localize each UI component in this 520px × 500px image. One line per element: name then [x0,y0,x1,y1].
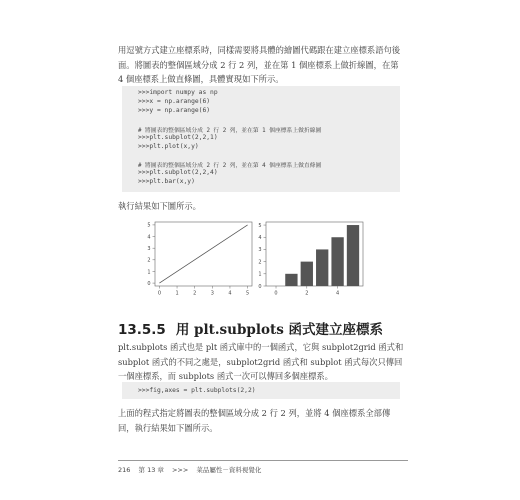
bar-mark [331,237,343,286]
code-line: >>>y = np.arange(6) [138,107,211,114]
section-heading [118,318,383,338]
bar-xtick-label: 4 [336,290,340,297]
page-number: 216 [118,466,131,474]
bar-mark [347,225,359,286]
bar-mark [316,249,328,286]
code-line: >>>fig,axes = plt.subplots(2,2) [138,387,256,394]
result-caption-1: 執行結果如下圖所示。 [118,201,201,211]
bar-axes-frame [266,222,363,286]
bar-ytick-label: 2 [258,259,262,266]
code-line: >>>plt.subplot(2,2,4) [138,169,218,176]
code-line: >>>import numpy as np [138,89,218,96]
bar-ytick-label: 4 [258,235,262,242]
bar-ytick-label: 3 [258,247,262,254]
bar-mark [285,274,297,286]
bar-xtick-label: 0 [274,290,278,297]
chapter-title: 菜品屬性－資料視覺化 [196,466,262,474]
line-ytick-label: 4 [147,234,151,241]
line-ytick-label: 3 [147,245,151,252]
section-number: 13.5.5 [118,322,166,338]
line-axes-frame [155,222,252,286]
line-ytick-label: 1 [147,269,151,276]
line-ytick-label: 2 [147,257,151,264]
line-xtick-label: 2 [193,290,197,297]
section-title: 用 plt.subplots 函式建立座標系 [175,322,384,338]
bar-ytick-label: 0 [258,283,262,290]
code-line: >>>plt.subplot(2,2,1) [138,134,218,141]
closing-paragraph: 上面的程式指定將圖表的整個區域分成 2 行 2 列，並將 4 個座標系全部傳回，執行結果如下圖所示。 [118,408,391,433]
bar-ytick-label: 5 [258,222,262,229]
line-ytick-label: 0 [147,280,151,287]
code-line: >>>x = np.arange(6) [138,98,211,105]
bar-subplot [258,222,363,297]
page-footer [118,465,267,474]
line-subplot [147,222,252,297]
code-line: >>>plt.plot(x,y) [138,143,199,150]
line-series [159,225,247,283]
code-block-1 [122,86,400,192]
code-line: >>>plt.bar(x,y) [138,178,195,185]
line-xtick-label: 1 [175,290,179,297]
footer-separator: >>> [171,466,189,474]
line-xtick-label: 5 [245,290,250,297]
subplots-paragraph: plt.subplots 函式也是 plt 函式庫中的一個函式，它與 subplot2grid 函式和 subplot 函式的不同之處是，subplot2grid 函式和 subplot 函式每次只傳回一個座標系，而 subplots 函式一次可以傳回多個座標系。 [118,342,404,381]
line-xtick-label: 0 [157,290,162,297]
line-xtick-label: 4 [228,290,232,297]
code-block-2 [122,382,400,399]
bar-ytick-label: 1 [258,271,262,278]
chapter-label: 第 13 章 [138,466,164,474]
bar-xtick-label: 2 [305,290,309,297]
code-comment: # 將圖表的整個區域分成 2 行 2 列，並在第 4 個座標系上做直條圖 [138,163,322,169]
line-xtick-label: 3 [210,290,214,297]
intro-paragraph: 用逗號方式建立座標系時，同樣需要將具體的繪圖代碼跟在建立座標系語句後面。將圖表的整個區域分成 2 行 2 列，並在第 1 個座標系上做折線圖，在第 4 個座標系上做直條圖，具體實現如下所示。 [118,45,401,84]
code-comment: # 將圖表的整個區域分成 2 行 2 列，並在第 1 個座標系上做折線圖 [138,128,322,134]
footer-rule [118,460,408,461]
bar-mark [301,262,313,286]
line-ytick-label: 5 [147,222,151,229]
